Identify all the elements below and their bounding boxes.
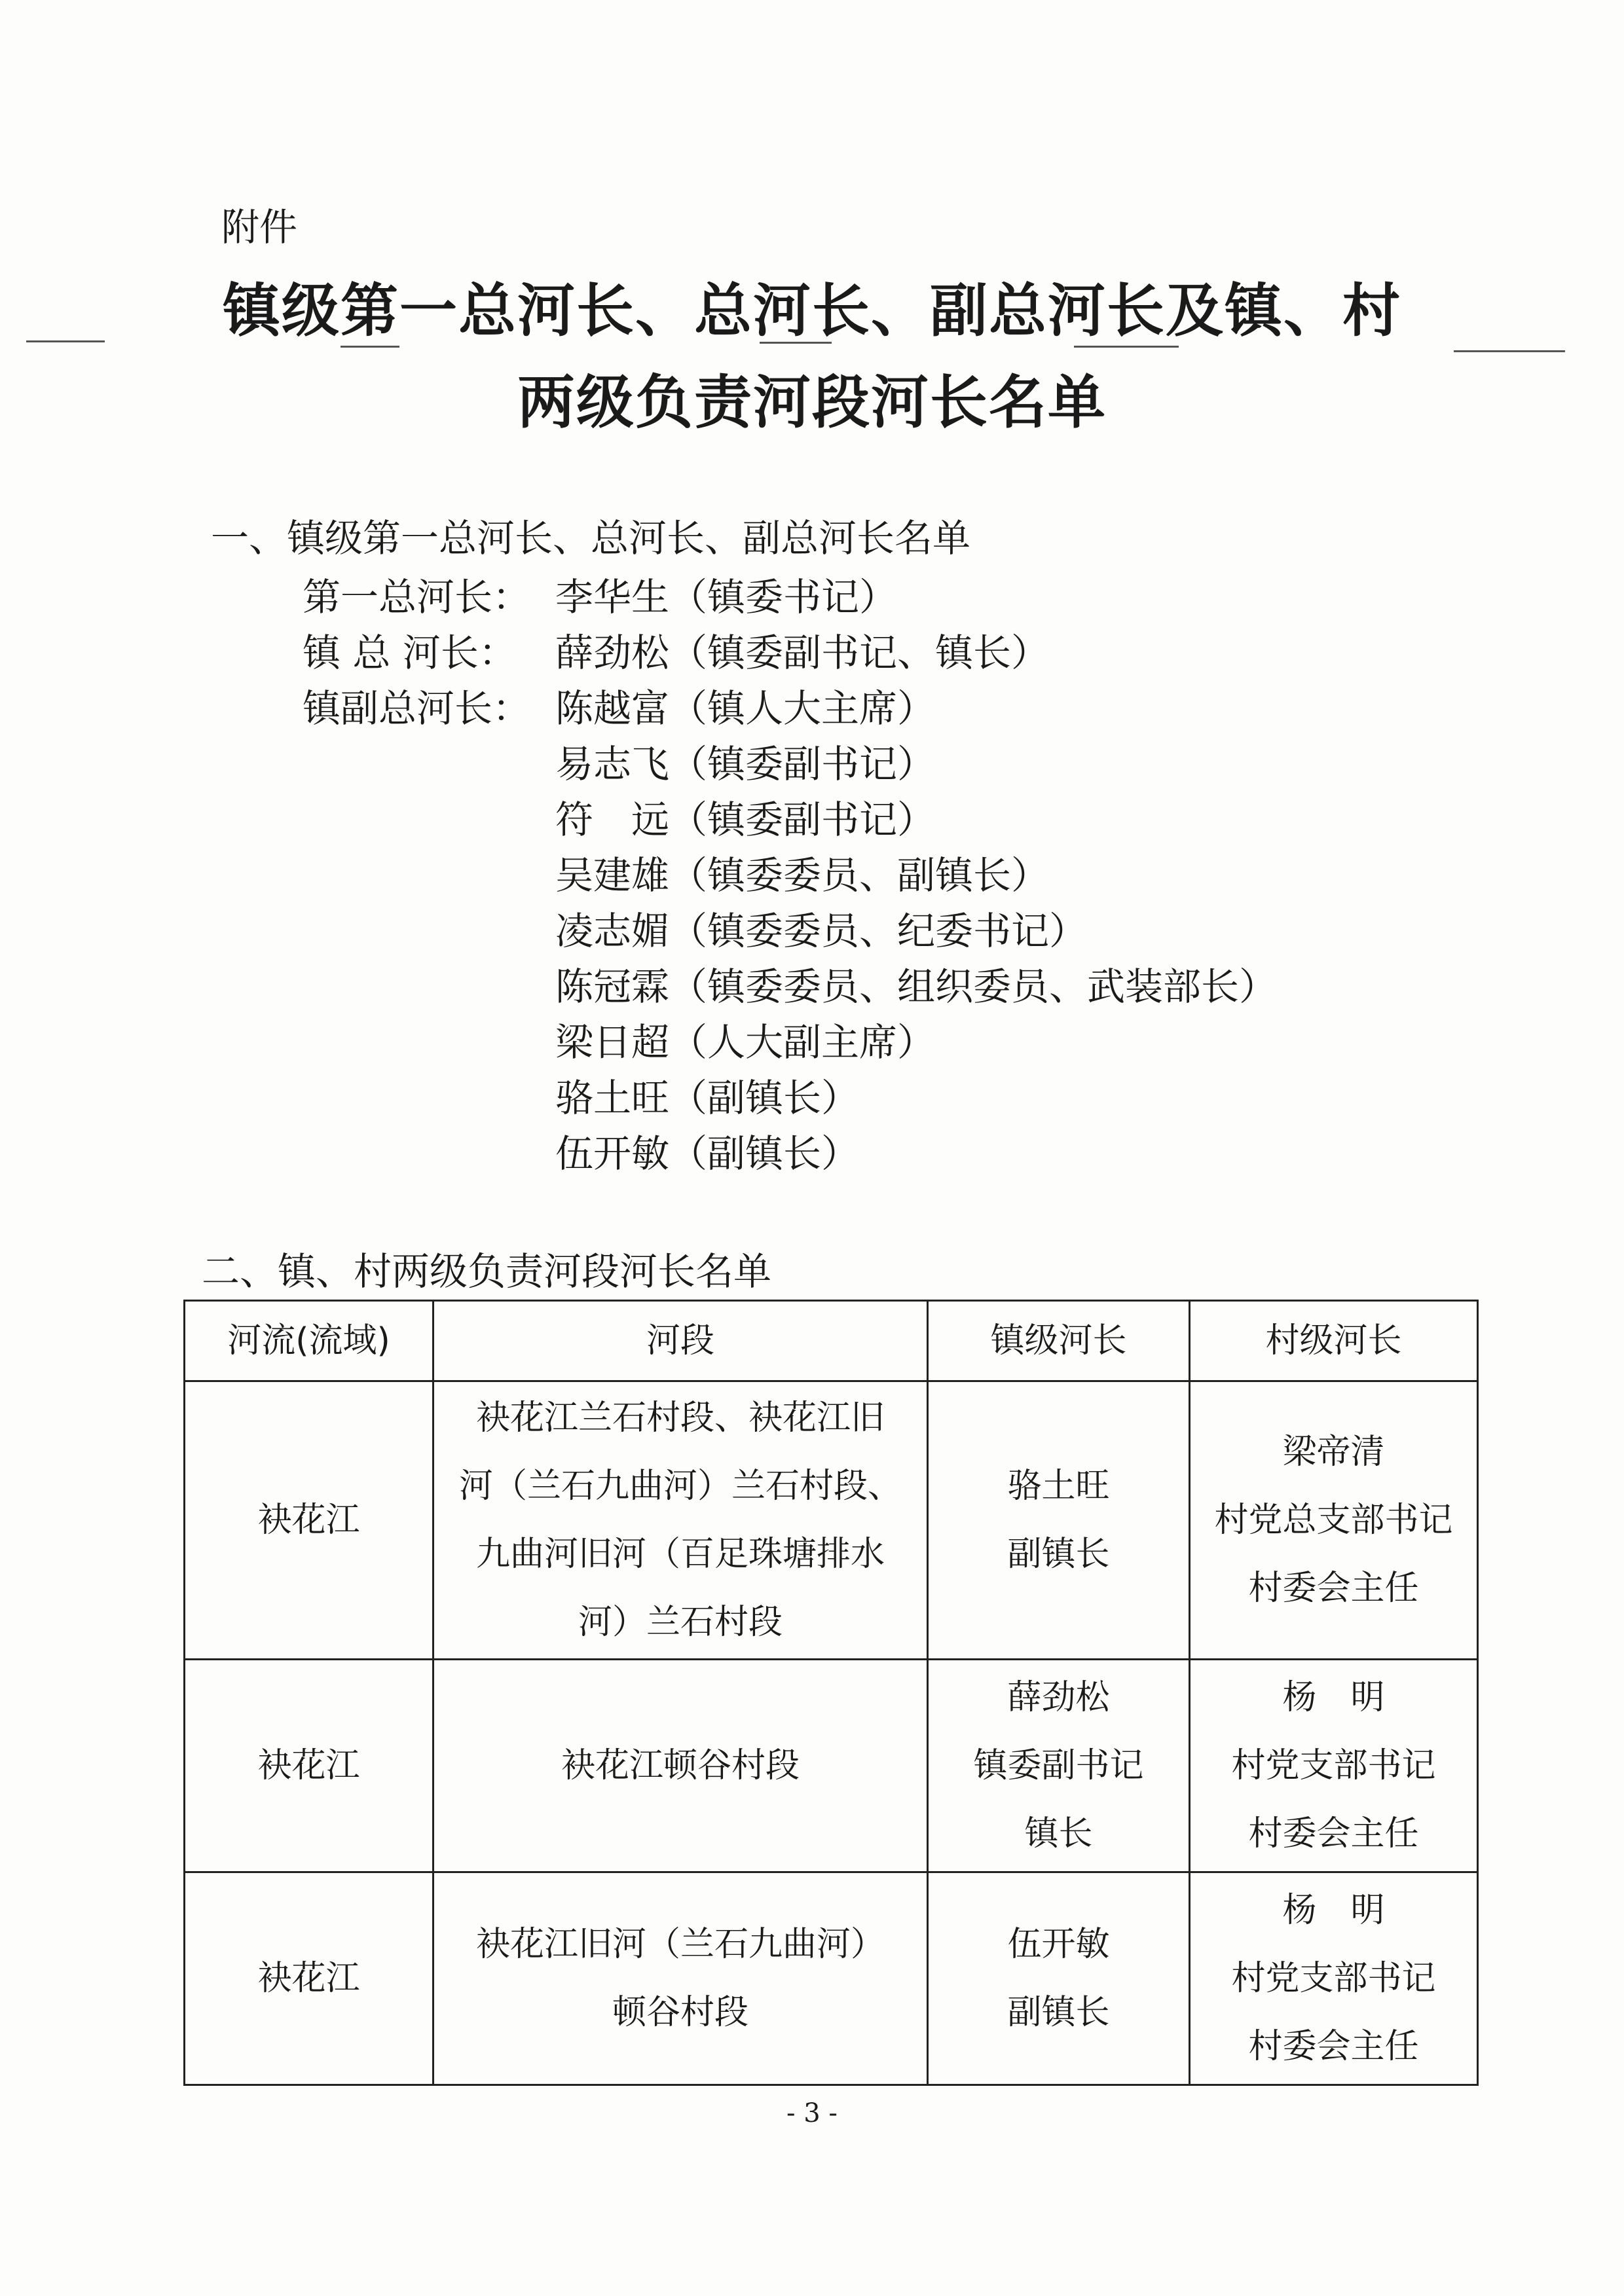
town-chief-title: 副镇长 <box>1007 1993 1110 2032</box>
leader-entry: 凌志媚（镇委委员、纪委书记） <box>555 909 1088 953</box>
segment-line: 河）兰石村段 <box>578 1603 783 1642</box>
leader-role-label: 镇副总河长： <box>303 686 531 731</box>
village-chief-name: 杨 明 <box>1282 1891 1385 1930</box>
page-number: - 3 - <box>786 2098 838 2128</box>
village-chief-cell <box>1190 1660 1478 1872</box>
leader-entry: 骆土旺（副镇长） <box>555 1076 860 1120</box>
table-header-row <box>185 1301 1478 1381</box>
leader-entry: 李华生（镇委书记） <box>555 575 898 619</box>
segment-line: 袂花江旧河（兰石九曲河） <box>475 1925 885 1964</box>
village-chief-title: 村委会主任 <box>1248 1569 1419 1608</box>
leader-entry: 吴建雄（镇委委员、副镇长） <box>555 853 1050 898</box>
header-segment: 河段 <box>434 1301 928 1381</box>
village-chief-cell <box>1190 1872 1478 2085</box>
header-town-chief: 镇级河长 <box>928 1301 1190 1381</box>
leader-entry: 薛劲松（镇委副书记、镇长） <box>555 630 1050 675</box>
town-chief-title: 镇委副书记 <box>973 1746 1144 1785</box>
village-chief-cell <box>1190 1381 1478 1660</box>
town-chief-name: 伍开敏 <box>1007 1925 1110 1964</box>
river-cell: 袂花江 <box>185 1872 434 2085</box>
leader-entry: 陈越富（镇人大主席） <box>555 686 936 731</box>
river-cell: 袂花江 <box>185 1660 434 1872</box>
leader-entry: 符 远（镇委副书记） <box>555 797 936 842</box>
river-chief-table <box>183 1300 1479 2086</box>
town-chief-cell <box>928 1660 1190 1872</box>
segment-cell <box>434 1381 928 1660</box>
segment-line: 袂花江顿谷村段 <box>561 1746 800 1785</box>
village-chief-title: 村委会主任 <box>1248 1814 1419 1853</box>
leader-role-label: 镇 总 河长： <box>303 630 517 675</box>
scan-mark <box>1454 350 1565 352</box>
segment-cell <box>434 1660 928 1872</box>
table-row <box>185 1660 1478 1872</box>
leader-role-label: 第一总河长： <box>303 575 531 619</box>
leader-entry: 易志飞（镇委副书记） <box>555 742 936 786</box>
segment-line: 河（兰石九曲河）兰石村段、 <box>458 1467 902 1506</box>
town-chief-title: 副镇长 <box>1007 1535 1110 1574</box>
attachment-label: 附件 <box>221 205 298 249</box>
segment-line: 袂花江兰石村段、袂花江旧 <box>475 1398 885 1438</box>
village-chief-title: 村党支部书记 <box>1231 1959 1436 1998</box>
village-chief-name: 梁帝清 <box>1282 1432 1385 1472</box>
document-title-line-1: 镇级第一总河长、总河长、副总河长及镇、村 <box>222 277 1401 344</box>
leader-entry: 伍开敏（副镇长） <box>555 1131 860 1176</box>
document-title-line-2: 两级负责河段河长名单 <box>517 369 1107 436</box>
village-chief-name: 杨 明 <box>1282 1678 1385 1717</box>
table-row <box>185 1381 1478 1660</box>
town-chief-title: 镇长 <box>1024 1814 1093 1853</box>
town-chief-cell <box>928 1381 1190 1660</box>
table-row <box>185 1872 1478 2085</box>
river-cell: 袂花江 <box>185 1381 434 1660</box>
town-chief-name: 骆土旺 <box>1007 1467 1110 1506</box>
town-chief-cell <box>928 1872 1190 2085</box>
village-chief-title: 村党总支部书记 <box>1214 1501 1453 1540</box>
header-village-chief: 村级河长 <box>1190 1301 1478 1381</box>
village-chief-title: 村委会主任 <box>1248 2027 1419 2066</box>
leader-entry: 陈冠霖（镇委委员、组织委员、武装部长） <box>555 964 1278 1009</box>
segment-cell <box>434 1872 928 2085</box>
segment-line: 九曲河旧河（百足珠塘排水 <box>475 1535 885 1574</box>
header-river: 河流(流域) <box>185 1301 434 1381</box>
segment-line: 顿谷村段 <box>612 1993 748 2032</box>
village-chief-title: 村党支部书记 <box>1231 1746 1436 1785</box>
leader-entry: 梁日超（人大副主席） <box>555 1020 936 1065</box>
section-1-heading: 一、镇级第一总河长、总河长、副总河长名单 <box>211 516 971 560</box>
section-2-heading: 二、镇、村两级负责河段河长名单 <box>202 1249 772 1294</box>
town-chief-name: 薛劲松 <box>1007 1678 1110 1717</box>
